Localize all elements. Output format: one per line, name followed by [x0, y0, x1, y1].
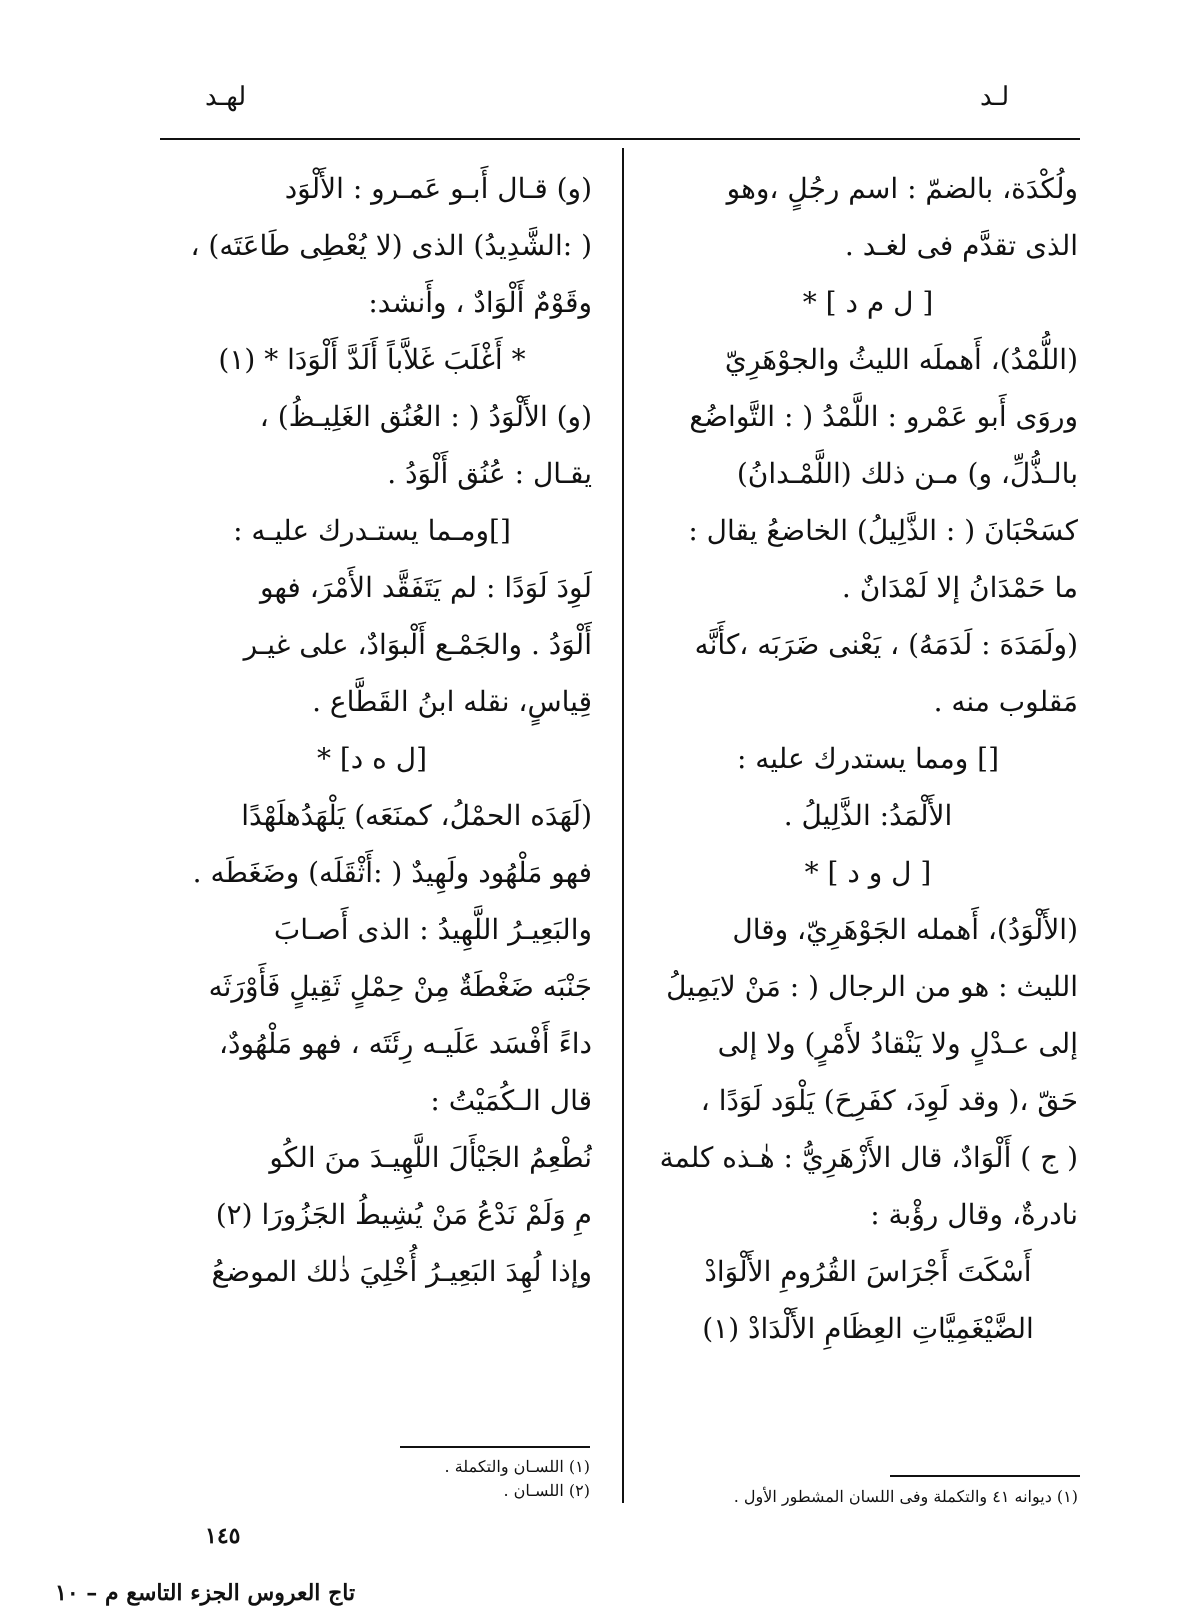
text-line: (ولَمَدَهَ : لَدَمَهُ) ، يَعْنى ضَرَبَه ،كأَنَّه [694, 628, 1078, 661]
footnotes-right [658, 1485, 1078, 1509]
text-line: قِياسٍ، نقله ابنُ القَطَّاع . [312, 685, 592, 718]
header-right-entry: لـد [980, 82, 1010, 112]
supplement-heading: []ومـما يستـدرك عليـه : [233, 514, 511, 547]
text-line: يقـال : عُنُق أَلْوَدُ . [387, 457, 592, 490]
text-line: (و) قـال أَبـو عَمـرو : الأَلْوَد [284, 172, 592, 205]
verse-line: * أَغْلَبَ غَلاَّباً أَلَدَّ أَلْوَدَا * (١) [218, 343, 526, 376]
text-line: لَوِدَ لَوَدًا : لم يَتَفَقَّد الأَمْرَ، فهو [260, 571, 592, 604]
supplement-heading: [] ومما يستدرك عليه : [736, 742, 1000, 775]
header-rule [160, 138, 1080, 140]
text-line: ولُكْدَة، بالضمّ : اسم رجُلٍ ،وهو [726, 172, 1078, 205]
text-line: نادرةٌ، وقال رؤْبة : [870, 1198, 1078, 1231]
text-line: بالـذُّلِّ، و) مـن ذلك (اللَّمْـدانُ) [736, 457, 1078, 490]
text-line: ما حَمْدَانُ إلا لَمْدَانٌ . [841, 571, 1078, 604]
text-line: الذى تقدَّم فى لغـد . [844, 229, 1078, 262]
text-line: وروَى أَبو عَمْرو : اللَّمْدُ ( : التَّواضُع [689, 400, 1078, 433]
text-line: والبَعِيـرُ اللَّهِيدُ : الذى أَصـابَ [273, 913, 592, 946]
text-line: الليث : هو من الرجال ( : مَنْ لايَمِيلُ [666, 970, 1078, 1003]
verse-line: مِ وَلَمْ نَدْعُ مَنْ يُشِيطُ الجَزُورَا (٢) [215, 1198, 592, 1231]
text-line: ( :الشَّدِيدُ) الذى (لا يُعْطِى طَاعَتَه) ، [190, 229, 592, 262]
text-line: ( ج ) أَلْوَادٌ، قال الأَزْهَرِيُّ : هٰـذه كلمة [659, 1141, 1078, 1174]
page-number: ١٤٥ [205, 1523, 241, 1549]
right-column [658, 160, 1078, 1357]
text-line: (لَهَدَه الحمْلُ، كمنَعَه) يَلْهَدُهلَهْدًا [241, 799, 592, 832]
verse-line: أَسْكَتَ أَجْرَاسَ القُرُومِ الأَلْوَادْ [704, 1255, 1032, 1288]
text-line: جَنْبَه ضَغْطَةٌ مِنْ حِمْلٍ ثَقِيلٍ فَأَوْرَثَه [208, 970, 592, 1003]
verse-line: نُطْعِمُ الجَيْأَلَ اللَّهِيـدَ منَ الكُو [269, 1141, 592, 1174]
text-line: وإذا لُهِدَ البَعِيـرُ أُخْلِيَ ذٰلك الموضعُ [211, 1255, 592, 1288]
entry-heading: [ ل م د ] * [802, 286, 934, 319]
entry-heading: [ ل و د ] * [804, 856, 932, 889]
footnotes-left [300, 1455, 590, 1503]
text-line: داءً أَفْسَد عَلَيـه رِئَتَه ، فهو مَلْهُودٌ، [218, 1027, 592, 1060]
verse-line: الضَّيْغَمِيَّاتِ العِظَامِ الأَلْدَادْ (١) [702, 1312, 1034, 1345]
column-divider [622, 148, 624, 1503]
text-line: حَقّ ،( وقد لَوِدَ، كفَرِحَ) يَلْوَد لَوَدًا ، [700, 1084, 1078, 1117]
left-column [152, 160, 592, 1300]
text-line: إلى عـدْلٍ ولا يَنْقادُ لأَمْرٍ) ولا إلى [717, 1027, 1078, 1060]
text-line: قال الـكُمَيْتُ : [430, 1084, 592, 1117]
text-line: كسَحْبَانَ ( : الذَّلِيلُ) الخاضعُ يقال : [688, 514, 1078, 547]
text-line: فهو مَلْهُود ولَهِيدٌ ( :أَثْقَلَه) وضَغَطَه . [192, 856, 592, 889]
header-left-entry: لهـد [205, 82, 247, 112]
text-line: (و) الأَلْوَدُ ( : العُنُق الغَلِيـظُ) ، [259, 400, 592, 433]
book-footer: تاج العروس الجزء التاسع م – ١٠ [55, 1580, 356, 1606]
footnote: (١) اللسـان والتكملة . [444, 1457, 590, 1476]
text-line: (اللُّمْدُ)، أَهملَه الليثُ والجوْهَرِيّ [724, 343, 1078, 376]
text-line: مَقلوب منه . [933, 685, 1078, 718]
text-line: أَلْوَدُ . والجَمْـع أَلْبوَادٌ، على غيـر [243, 628, 592, 661]
text-line: وقَوْمٌ أَلْوَادٌ ، وأَنشد: [368, 286, 592, 319]
text-line: (الأَلْوَدُ)، أَهمله الجَوْهَرِيّ، وقال [732, 913, 1078, 946]
footnote-rule [890, 1475, 1080, 1477]
entry-heading: [ل ه د] * [316, 742, 428, 775]
text-line: الأَلْمَدُ: الذَّلِيلُ . [783, 799, 953, 832]
footnote-rule [400, 1446, 590, 1448]
footnote: (٢) اللسـان . [503, 1481, 590, 1500]
footnote: (١) ديوانه ٤١ والتكملة وفى اللسان المشطور الأول . [733, 1487, 1078, 1506]
